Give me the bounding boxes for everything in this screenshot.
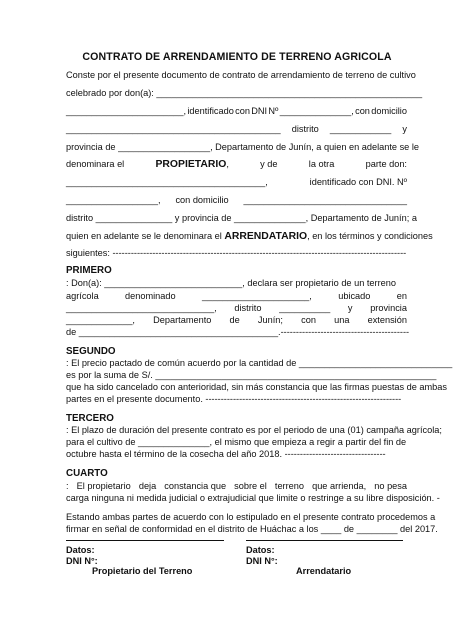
- primero-line-4-w4: con: [301, 315, 316, 325]
- intro-line-10-a: quien en adelante se le denominara el: [66, 231, 225, 241]
- intro-line-6-w0: denominara el: [66, 159, 125, 169]
- intro-line-8-w1: con domicilio: [175, 195, 229, 205]
- segundo-line-2: es por la suma de S/. _______________________________________________________: [66, 370, 437, 380]
- intro-line-3-w3: DNI: [251, 106, 268, 116]
- intro-line-3-w0: _______________________,: [66, 106, 187, 116]
- intro-line-2: celebrado por don(a): ____________________________________________________: [66, 88, 423, 98]
- intro-line-9: distrito _______________ y provincia de ______________, Departamento de Junín; a: [66, 213, 417, 223]
- intro-line-3-w5: ______________,: [279, 106, 354, 116]
- left-datos-label: Datos:: [66, 545, 95, 555]
- intro-line-1: Conste por el presente documento de contrato de arrendamiento de terreno de cultivo: [66, 70, 416, 80]
- primero-line-3: [66, 303, 407, 314]
- intro-line-7-w1: identificado con DNI. Nº: [309, 177, 407, 187]
- primero-line-4-w5: una: [334, 315, 350, 325]
- intro-line-3-w4: Nº: [268, 106, 279, 116]
- cuarto-line-1: [66, 481, 407, 492]
- right-role-label: Arrendatario: [296, 566, 352, 576]
- intro-line-3-w7: domicilio: [371, 106, 407, 116]
- intro-line-8-w2: ________________________________: [243, 195, 407, 205]
- intro-line-4-w0: __________________________________________: [66, 124, 281, 134]
- intro-line-4: [66, 124, 407, 135]
- document-title: CONTRATO DE ARRENDAMIENTO DE TERRENO AGRICOLA: [82, 51, 392, 63]
- intro-line-7: [66, 177, 407, 188]
- cuarto-line-1-w2: deja: [138, 481, 157, 491]
- intro-line-6: [66, 159, 407, 170]
- cuarto-line-1-w3: constancia que: [164, 481, 227, 491]
- primero-line-2-w4: en: [396, 291, 407, 301]
- cuarto-line-3: Estando ambas partes de acuerdo con lo estipulado en el presente contrato procedemos a: [66, 512, 436, 522]
- intro-line-3: [66, 106, 407, 117]
- primero-line-4-w1: Departamento: [153, 315, 212, 325]
- intro-line-8: [66, 195, 407, 206]
- primero-line-4-w3: Junín;: [257, 315, 283, 325]
- tercero-line-2: para el cultivo de ______________, el mismo que empieza a regir a partir del fin de: [66, 437, 407, 447]
- intro-line-6-comma: ,: [226, 159, 229, 169]
- left-signature-line: [66, 540, 224, 541]
- primero-line-3-w1: distrito: [234, 303, 262, 313]
- intro-line-8-w0: __________________,: [66, 195, 161, 205]
- cuarto-line-1-w0: :: [66, 481, 69, 491]
- intro-line-3-w2: con: [235, 106, 250, 116]
- segundo-line-4: partes en el presente documento. ----------------------------------------------------------------: [66, 394, 402, 404]
- intro-line-10: [66, 231, 433, 242]
- primero-line-1: : Don(a): ___________________________, declara ser propietario de un terreno: [66, 278, 396, 288]
- arrendatario-term: ARRENDATARIO: [224, 231, 308, 242]
- intro-line-6-w3: y de: [260, 159, 278, 169]
- right-dni-label: DNI N°:: [246, 556, 278, 566]
- cuarto-line-2: carga ninguna ni medida judicial o extrajudicial que limite o restringe a su libre disposición. -: [66, 493, 440, 503]
- primero-line-5: de _______________________________________.------------------------------------------: [66, 327, 410, 337]
- primero-line-3-w3: y: [347, 303, 353, 313]
- tercero-heading: TERCERO: [66, 413, 114, 424]
- primero-line-4-w6: extensión: [367, 315, 407, 325]
- intro-line-6-w5: parte don:: [365, 159, 407, 169]
- cuarto-line-4: firmar en señal de conformidad en el distrito de Huáchac a los ____ de ________ del 2017.: [66, 524, 438, 534]
- intro-line-6-w4: la otra: [308, 159, 335, 169]
- cuarto-line-1-w1: El propietario: [76, 481, 131, 491]
- intro-line-10-b: , en los términos y condiciones: [307, 231, 433, 241]
- intro-line-3-w1: identificado: [187, 106, 234, 116]
- intro-line-3-w6: con: [355, 106, 370, 116]
- primero-line-4-w2: de: [229, 315, 240, 325]
- propietario-term: PROPIETARIO: [155, 159, 227, 170]
- right-signature-line: [246, 540, 403, 541]
- left-dni-label: DNI N°:: [66, 556, 98, 566]
- primero-line-2-w0: agrícola: [66, 291, 99, 301]
- segundo-line-3: que ha sido cancelado con anterioridad, sin más constancia que las firmas puestas de ambas: [66, 382, 447, 392]
- primero-line-3-w2: __________: [279, 303, 331, 313]
- primero-line-4-w0: _____________,: [66, 315, 135, 325]
- intro-line-4-w1: distrito: [291, 124, 319, 134]
- intro-line-7-w0: _______________________________________,: [66, 177, 268, 187]
- primero-line-3-w0: _____________________________,: [66, 303, 217, 313]
- cuarto-line-1-w7: no pesa: [374, 481, 407, 491]
- right-datos-label: Datos:: [246, 545, 275, 555]
- primero-heading: PRIMERO: [66, 265, 112, 276]
- primero-line-2-w2: _____________________,: [201, 291, 312, 301]
- primero-line-2: [66, 291, 407, 302]
- cuarto-line-1-w5: terreno: [274, 481, 305, 491]
- cuarto-line-1-w6: que arrienda,: [312, 481, 367, 491]
- tercero-line-1: : El plazo de duración del presente contrato es por el periodo de una (01) campaña agrícola;: [66, 425, 442, 435]
- primero-line-4: [66, 315, 407, 326]
- intro-line-4-w2: ____________: [329, 124, 392, 134]
- primero-line-3-w4: provincia: [370, 303, 407, 313]
- tercero-line-3: octubre hasta el término de la cosecha del año 2018. ---------------------------------: [66, 449, 386, 459]
- left-role-label: Propietario del Terreno: [92, 566, 193, 576]
- intro-line-11: siguientes: ------------------------------------------------------------------------------------------------: [66, 248, 407, 258]
- segundo-heading: SEGUNDO: [66, 346, 116, 357]
- segundo-line-1: : El precio pactado de común acuerdo por la cantidad de ______________________________: [66, 358, 453, 368]
- primero-line-2-w1: denominado: [125, 291, 176, 301]
- cuarto-line-1-w4: sobre el: [234, 481, 267, 491]
- intro-line-5: provincia de __________________, Departamento de Junín, a quien en adelante se le: [66, 142, 419, 152]
- primero-line-2-w3: ubicado: [338, 291, 371, 301]
- intro-line-4-w3: y: [402, 124, 407, 134]
- cuarto-heading: CUARTO: [66, 468, 108, 479]
